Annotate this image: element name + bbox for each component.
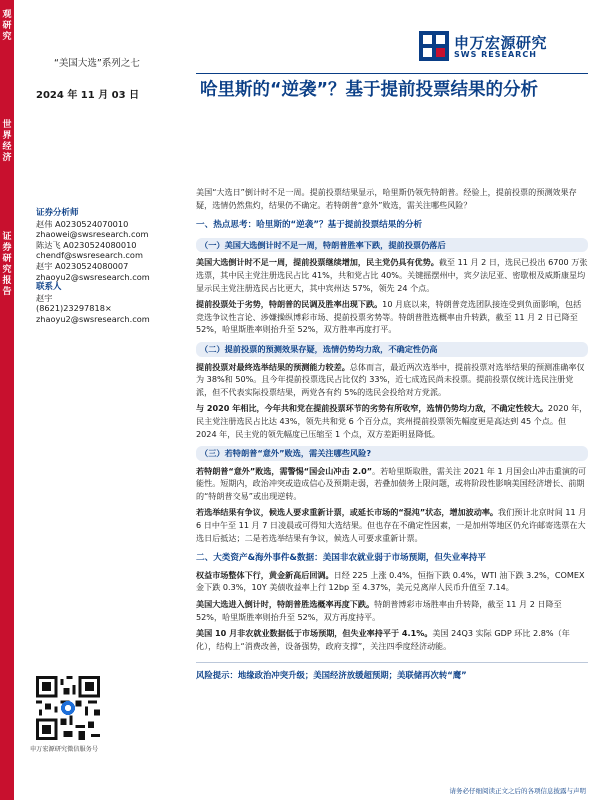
contact-heading: 联系人	[36, 282, 62, 293]
paragraph-lead: 与 2020 年相比，今年共和党在提前投票环节的劣势有所收窄，选情仍势均力敌，不确定性较大。	[196, 403, 548, 414]
sidebar-char: 经	[2, 142, 12, 152]
paragraph-lead: 美国大选进入倒计时，特朗普胜选概率再度下跌。	[196, 599, 375, 610]
paragraph	[196, 569, 588, 594]
section-heading-2: 二、大类资产&海外事件&数据：美国非农就业弱于市场预期，但失业率持平	[196, 553, 486, 564]
sidebar-char: 济	[2, 153, 12, 163]
qr-caption: 申万宏源研究微信服务号	[30, 746, 99, 753]
paragraph-lead: 提前投票处于劣势，特朗普的民调及胜率出现下跌。	[196, 299, 383, 310]
series-label: “美国大选”系列之七	[54, 58, 140, 69]
sidebar-label-1	[0, 10, 14, 43]
footer-disclaimer: 请务必仔细阅读正文之后的各项信息披露与声明	[449, 787, 586, 795]
subsection-heading-1: （一）美国大选倒计时不足一周，特朗普胜率下跌，提前投票仍落后	[196, 238, 588, 253]
header-divider	[196, 73, 588, 74]
analyst-line: 赵伟 A0230524070010	[36, 218, 129, 229]
sidebar-char: 世	[2, 120, 12, 130]
report-date: 2024 年 11 月 03 日	[36, 90, 140, 101]
report-title: 哈里斯的“逆袭”？基于提前投票结果的分析	[200, 80, 539, 100]
company-logo	[418, 30, 588, 70]
analysts-heading: 证券分析师	[36, 208, 79, 218]
paragraph-text: 日经 225 上涨 0.4%，恒指下跌 0.4%，WTI 油下跌 3.2%，COMEX 金下跌 0.3%，10Y 美债收益率上行 12bp 至 4.37%，美元兑离岸人民币升值至 7.14。	[196, 569, 585, 593]
report-body	[196, 186, 588, 682]
analyst-line[interactable]: zhaowei@swsresearch.com	[36, 229, 149, 240]
paragraph	[196, 402, 588, 440]
sidebar-label-3	[0, 232, 14, 298]
paragraph	[196, 298, 588, 336]
sidebar-char: 报	[2, 276, 12, 286]
sidebar-char: 界	[2, 131, 12, 141]
contact-line: 赵宇	[36, 292, 53, 303]
sidebar-band	[0, 0, 14, 800]
logo-text-en: SWS RESEARCH	[454, 50, 537, 59]
intro-paragraph: 美国“大选日”倒计时不足一周。提前投票结果显示，哈里斯仍领先特朗普。经验上，提前投票的预测效果存疑，选情仍然焦灼，结果仍不确定。若特朗普“意外”败选，需关注哪些风险？	[196, 187, 577, 210]
paragraph-lead: 若特朗普“意外”败选，需警惕“国会山冲击 2.0”	[196, 465, 373, 476]
contact-line[interactable]: zhaoyu2@swsresearch.com	[36, 313, 150, 324]
analyst-line: 赵宇 A0230524080007	[36, 260, 129, 271]
sidebar-char: 券	[2, 243, 12, 253]
risk-warning: 风险提示：地缘政治冲突升级；美国经济放缓超预期；美联储再次转“鹰”	[196, 662, 588, 682]
paragraph-text: 2020 年，民主党注册选民占比达 43%，领先共和党 6 个百分点，宾州提前投票领先幅度更是高达到 45 个点。但 2024 年，民主党的领先幅度已压缩至 1 个点，双方差距明显降低。	[196, 403, 588, 439]
sidebar-char: 究	[2, 32, 12, 42]
paragraph-text: 美国 24Q3 实际 GDP 环比 2.8%（年化），结构上“消费改善，设备强势，政府支撑”，关注四季度经济动能。	[196, 628, 570, 651]
paragraph	[196, 627, 588, 652]
paragraph-lead: 权益市场整体下行，黄金新高后回调。	[196, 569, 334, 580]
section-heading-1: 一、热点思考：哈里斯的“逆袭”？基于提前投票结果的分析	[196, 220, 423, 231]
contact-line: (8621)23297818×	[36, 303, 112, 314]
sidebar-char: 研	[2, 21, 12, 31]
subsection-heading-3: （三）若特朗普“意外”败选，需关注哪些风险?	[196, 446, 588, 461]
sidebar-char: 告	[2, 287, 12, 297]
paragraph-text: 我们预计北京时间 11 月 6 日中午至 11 月 7 日凌晨或可得知大选结果。但也存在不确定性因素，一是加州等地区仍允许邮寄选票在大选日后抵达；二是若选举结果有争议，候选人可要求重新计票。	[196, 507, 587, 543]
qr-code-icon	[36, 676, 100, 740]
analyst-line[interactable]: zhaoyu2@swsresearch.com	[36, 271, 150, 282]
paragraph	[196, 465, 588, 503]
sidebar-label-2	[0, 120, 14, 164]
paragraph-lead: 提前投票对最终选举结果的预测能力较差。	[196, 361, 350, 372]
paragraph	[196, 256, 588, 294]
subsection-heading-2: （二）提前投票的预测效果存疑，选情仍势均力敌，不确定性仍高	[196, 342, 588, 357]
paragraph-text: 10 月底以来，特朗普竞选团队接连受到负面影响，包括竞选争议性言论、涉嫌操纵博彩市场、提前投票劣势等。特朗普胜选概率由升转跌，截至 11 月 2 日已降至 52%，哈里斯胜率则抬升至 52%，双方胜率再度打平。	[196, 299, 582, 335]
logo-text-cn: 申万宏源研究	[454, 34, 548, 52]
paragraph-lead: 美国 10 月非农就业数据低于市场预期，但失业率持平于 4.1%。	[196, 628, 433, 639]
paragraph-text: 截至 11 月 2 日，选民已投出 6700 万张选票，其中民主党注册选民占比 41%，共和党占比 40%。关键摇摆州中，宾夕法尼亚、密歇根及威斯康星均显示民主党注册选民占比更大，其中宾州达 57%，领先 24 个点。	[196, 257, 588, 293]
paragraph-text: 。若哈里斯取胜，需关注 2021 年 1 月国会山冲击重演的可能性。短期内，政治冲突或造成信心及预期走弱，若叠加债务上限问题，或将阶段性影响美国经济增长、前期的“特朗普交易”或出现逆转。	[196, 465, 587, 501]
analyst-line: 陈达飞 A0230524080010	[36, 239, 137, 250]
sidebar-char: 究	[2, 265, 12, 275]
paragraph-text: 特朗普博彩市场胜率由升转降，截至 11 月 2 日降至 52%，哈里斯胜率则抬升至 52%，双方再度持平。	[196, 599, 562, 622]
paragraph-lead: 若选举结果有争议，候选人要求重新计票，或延长市场的“混沌”状态，增加波动率。	[196, 507, 499, 518]
sidebar-char: 研	[2, 254, 12, 264]
paragraph	[196, 598, 588, 623]
paragraph-text: 总体而言，最近两次选举中，提前投票对选举结果的预测准确率仅为 38%和 50%。且今年提前投票选民占比仅约 33%，近七成选民尚未投票。提前投票仅统计选民注册党派，但不代表实际投票结果，两党各有约 5%的选民会投给对方党派。	[196, 361, 585, 397]
sidebar-char: 证	[2, 232, 12, 242]
analyst-line[interactable]: chendf@swsresearch.com	[36, 250, 143, 261]
paragraph	[196, 361, 588, 399]
paragraph	[196, 506, 588, 544]
sidebar-char: 观	[2, 10, 12, 20]
analyst-panel	[36, 208, 186, 325]
logo-icon	[418, 30, 450, 62]
paragraph-lead: 美国大选倒计时不足一周，提前投票继续增加，民主党仍具有优势。	[196, 257, 439, 268]
page-footer	[0, 780, 600, 800]
